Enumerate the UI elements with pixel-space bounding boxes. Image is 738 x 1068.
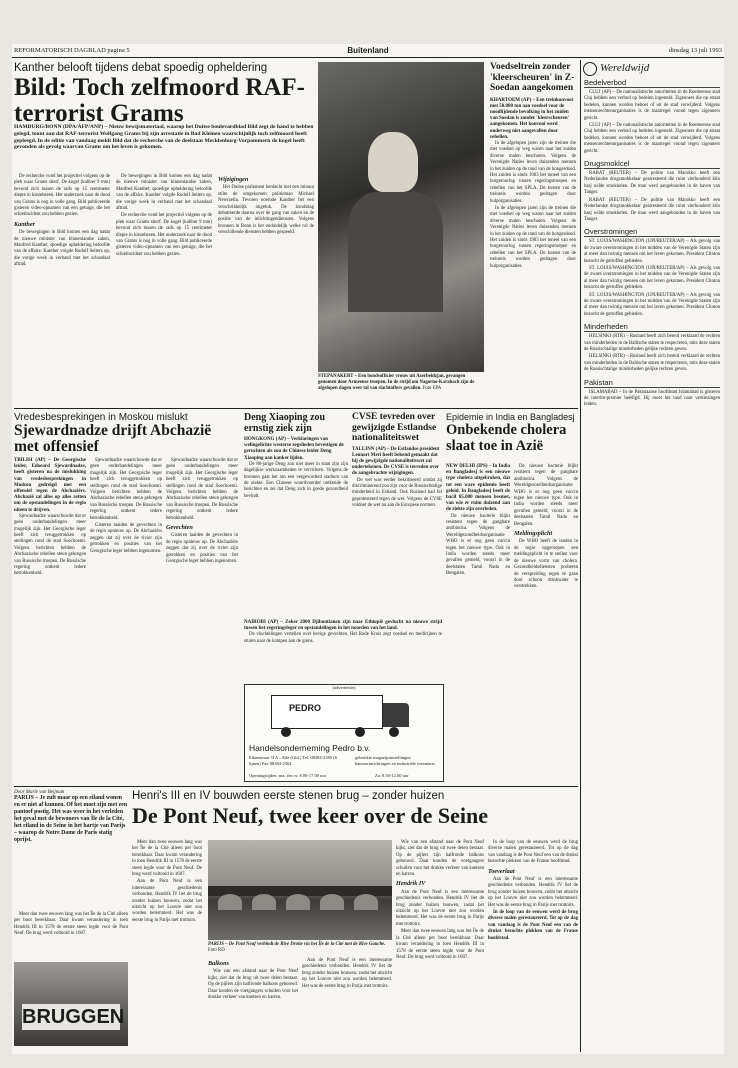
article-column [396, 840, 484, 1050]
header-left: REFORMATORISCH DAGBLAD pagina 5 [14, 47, 130, 54]
paragraph: CLUJ (AP) – De nationalistische autoriteiten in de Roemeense stad Cluj hebben een verbod op bedelen ingesteld. Zigeuners die op straat bedelen, kunnen worden beboet of uit de stad verwijderd. Volgens mensenrechtenorganisaties is de maatregel vooral tegen zigeuners gericht. [584, 123, 720, 154]
lead: HONGKONG (AP) – Verklaringen van welingelichte westerse zegslieden bevestigen de geruchten als zou de Chinese leider Deng Xiaoping aan kanker lijden. [244, 437, 344, 461]
headline: De Pont Neuf, twee keer over de Seine [132, 803, 488, 828]
column-title: Wereldwijd [600, 62, 650, 74]
ad-hours-saturday: Za. 8.30-12.00 uur [375, 773, 409, 778]
kicker: Vredesbesprekingen in Moskou mislukt [14, 412, 188, 423]
rule [14, 786, 578, 787]
byline: Door Marie van Beijnum [14, 790, 65, 795]
paragraph: Aan de Pont Neuf is een interessante geschiedenis verbonden. Hendrik IV liet de brug zonder huizen bouwen, zodat het uitzicht op het Louvre niet zou worden belemmerd. Het was de eerste brug in Parijs met trottoirs. [488, 877, 578, 908]
article-column [446, 464, 510, 784]
paragraph: ISLAMABAD – In de Pakistaanse hoofdstad Islamabad is gisteren de interim-premier beëdigd. Hij moet het land naar verkiezingen leiden. [584, 389, 720, 408]
kicker: Henri's III en IV bouwden eerste stenen brug – zonder huizen [132, 790, 445, 802]
subhead: Kanther [14, 220, 35, 228]
paragraph: De vluchtelingen vertellen over hevige gevechten. Het Rode Kruis zegt voedsel en medicijnen te sturen naar de kampen aan de grens. [244, 632, 442, 644]
article-column [218, 174, 314, 404]
paragraph: Sjewardnadze waarschuwde dat er geen onderhandelingen meer mogelijk zijn. Het Georgische leger heeft zich teruggetrokken op stellingen rond de stad Soechoemi. Volgens berichten hebben de Abchazische rebellen steun gekregen van Russische troepen. De Russische regering ontkent iedere betrokkenheid. [166, 458, 238, 521]
lead: TBILISI (AP) – De Georgische leider, Edoeard Sjewardnadze, heeft gisteren na de mislukking van vredesbesprekingen in Moskou gedreigd met een offensief tegen de Abchaziërs. Abchazië zal alles op alles zetten om de opstandelingen in de regio uiteen te drijven. [14, 458, 86, 513]
paragraph: De recherche vond het projectiel volgens op de plek waar Grams stierf. De kogel (kaliber 9 mm) bevond zich tussen de rails op 15 centimeter diepte in kiezelsteen. Het onderzoek naar de dood van Grams is nog in volle gang. Bild publiceerde gisteren video-opnamen van een getuige, die het schietincident zou hebben gezien. [14, 174, 110, 218]
paragraph: Sjewardnadze waarschuwde dat er geen onderhandelingen meer mogelijk zijn. Het Georgische leger heeft zich teruggetrokken op stellingen rond de stad Soechoemi. Volgens berichten hebben de Abchazische rebellen steun gekregen van Russische troepen. De Russische regering ontkent iedere betrokkenheid. [90, 458, 162, 521]
article-column [132, 840, 202, 1050]
article-soedan [490, 62, 576, 402]
lead: PARIJS – Je zult maar op een eiland wonen en er niet af kunnen. Of het moet zijn met een pantoef postig. Het was weer in het verleden het geval met de bewoners van Île de la Cité, het eiland in de Seine in het hartje van Parijs – waarop de Notre Dame de Paris statig oprijst. [14, 795, 128, 843]
subhead: Wijzigingen [218, 176, 249, 183]
paragraph: Wie van een afstand naar de Pont Neuf kijkt, ziet dat de brug uit twee delen bestaat. Op de pijlers zijn halfronde balkons gebouwd. Daar konden de voetgangers schuilen voor het drukke verkeer van koetsen en karren. [208, 969, 298, 1001]
advertisement [244, 684, 444, 782]
article-column [488, 840, 578, 1050]
headline: CVSE tevreden over gewijzigde Estlandse nationaliteitswet [352, 412, 437, 443]
subhead: Balkons [208, 960, 229, 967]
lead: KHARTOEM (AP) – Een treinkonvooi met 50.000 ton aan voedsel voor de noodlijdende bevolking in het zuiden van Soedan is zonder 'kleerscheuren' aangekomen. Het konvooi werd onderweg niet aangevallen door rebellen. [490, 97, 573, 140]
article-pont-neuf-head [132, 790, 578, 838]
paragraph: ST. LOUIS/WASHINGTON (UPI/REUTER/AP) – Als gevolg van de zware overstromingen in het midden van de Verenigde Staten zijn al meer dan twintig mensen om het leven gekomen. President Clinton bezocht de getroffen gebieden. [584, 265, 720, 291]
paragraph: Meer dan twee eeuwen lang was het Île de la Cité alleen per boot bereikbaar. Daar kwam verandering in toen Hendrik III in 1578 de eerste steen legde voor de Pont Neuf. De brug werd voltooid in 1607. [14, 912, 128, 937]
subhead: Toeverlaat [488, 867, 515, 875]
section-heading: Pakistan [584, 378, 720, 388]
rule [14, 408, 578, 409]
paragraph: De bewegingen in Bild komen een dag nadat de nieuwe minister van binnenlandse zaken, Manfred Kanther, spoedige opheldering beloofde van de affaire. Kanther volgde Rudolf Seiters op, die vorige week in verband met het schandaal aftrad. [116, 174, 212, 212]
article-column [208, 958, 298, 1050]
paragraph: De wet was eerder bekritiseerd omdat zij discriminerend zou zijn voor de Russischtalige minderheid in Estland. Ook Rusland had fel geprotesteerd tegen de wet. Volgens de CVSE voldoet de wet nu aan de Europese normen. [352, 477, 442, 509]
truck-illustration [271, 695, 411, 739]
caption-text: STEPANAKERT – Een bondsofficier vrouw uit Azerbeidzjan, gevangen genomen door Armeense troepen. In de strijd om Nagorno-Karabach zijn de afgelopen dagen weer tal van slachtoffers gevallen. [318, 374, 475, 391]
lead: NAIROBI (AP) – Zeker 2000 Djiboutianen zijn naar Ethiopië gevlucht na nieuwe strijd tussen het regeringsleger en opstandelingen in het noorden van het land. [244, 620, 442, 632]
paragraph: De nieuwe bacterie blijkt resistent tegen de gangbare antibiotica. Volgens de Wereldgezondheidsorganisatie WHO is er nog geen vaccin tegen het nieuwe type. Ook in India worden steeds meer gevallen gemeld, vooral in de deelstaten Tamil Nadu en Bengalen. [514, 464, 578, 527]
article-column [14, 912, 128, 960]
ad-address: Eikenstraat 31A – Ede (Gld.) Tel. 08384-2585 (6 lijnen) Fax 08384-2564 [249, 755, 337, 766]
article-cvse [352, 412, 442, 612]
globe-icon [583, 62, 597, 76]
article-column [14, 174, 110, 404]
kicker: Kanther belooft tijdens debat spoedig opheldering [14, 62, 268, 74]
paragraph: CLUJ (AP) – De nationalistische autoriteiten in de Roemeense stad Cluj hebben een verbod op bedelen ingesteld. Zigeuners die op straat bedelen, kunnen worden beboet of uit de stad verwijderd. Volgens mensenrechtenorganisaties is de maatregel vooral tegen zigeuners gericht. [584, 90, 720, 121]
lead: HAMBURG/BONN (DPA/AFP/ANP) – Nieuw bewijsmateriaal, waarop het Duitse boulevardblad Bild zegt de hand te hebben gelegd, toont aan dat RAF-terrorist Wolfgang Grams bij zijn arrestatie in Bad Kleinen waarschijnlijk toch zelfmoord heeft gepleegd. In de editie van vandaag meldt Bild dat de recherche van de deelstaat Mecklenburg-Vorpommern de kogel heeft gevonden als gevolg waarvan Grams om het leven is gekomen. [14, 124, 314, 151]
section-heading: Minderheden [584, 322, 720, 332]
subhead: Meldingsplicht [514, 530, 553, 538]
article-column [166, 458, 238, 758]
section-title: Buitenland [347, 46, 389, 55]
subhead: Gevechten [166, 524, 193, 532]
photo-credit: Foto RD [208, 948, 225, 953]
headline: Deng Xiaoping zou ernstig ziek zijn [244, 412, 326, 434]
caption-text: PARIJS – De Pont Neuf verbindt de Rive Droite via het Île de la Cité met de Rive Gauche. [208, 942, 386, 947]
article-column [116, 174, 212, 404]
paragraph: Wie van een afstand naar de Pont Neuf kijkt, ziet dat de brug uit twee delen bestaat. Op de pijlers zijn halfronde balkons gebouwd. Daar konden de voetgangers schuilen voor het drukke verkeer van koetsen en karren. [396, 840, 484, 878]
paragraph: Meer dan twee eeuwen lang was het Île de la Cité alleen per boot bereikbaar. Daar kwam verandering in toen Hendrik III in 1578 de eerste steen legde voor de Pont Neuf. De brug werd voltooid in 1607. [132, 840, 202, 878]
article-nairobi [244, 620, 442, 680]
paragraph: De WHO heeft de landen in de regio opgeroepen een meldingsplicht in te stellen voor de nieuwe vorm van cholera. Gezondheidsdiensten proberen de verspreiding tegen te gaan door schoon drinkwater te verstrekken. [514, 539, 578, 590]
ad-title: Handelsonderneming Pedro b.v. [249, 743, 371, 753]
paragraph: In de afgelopen jaren zijn de treinen die met voedsel op weg waren naar het zuiden diverse malen beschoten. Volgens de Verenigde Naties leven duizenden mensen in het zuiden op de rand van de hongerdood. Het zuiden is sinds 1983 het toneel van een burgeroorlog tussen regeringstroepen en rebellen van het SPLA. De kosten van de treinreis worden gedragen door hulporganisaties. [490, 205, 576, 269]
section-heading: Overstromingen [584, 227, 720, 237]
paragraph: HELSINKI (RTR) – Rusland heeft zich bereid verklaard de rechten van minderheden in de Baltische staten te respecteren, mits deze staten de Russischtalige minderheden gelijke rechten geven. [584, 354, 720, 373]
header-date: dinsdag 13 juli 1993 [668, 47, 722, 54]
paragraph: Meer dan twee eeuwen lang was het Île de la Cité alleen per boot bereikbaar. Daar kwam verandering in toen Hendrik III in 1578 de eerste steen legde voor de Pont Neuf. De brug werd voltooid in 1607. [396, 929, 484, 960]
photo-credit: Foto EPA [422, 386, 442, 391]
paragraph: ST. LOUIS/WASHINGTON (UPI/REUTER/AP) – Als gevolg van de zware overstromingen in het midden van de Verenigde Staten zijn al meer dan twintig mensen om het leven gekomen. President Clinton bezocht de getroffen gebieden. [584, 239, 720, 264]
paragraph: Sjewardnadze waarschuwde dat er geen onderhandelingen meer mogelijk zijn. Het Georgische leger heeft zich teruggetrokken op stellingen rond de stad Soechoemi. Volgens berichten hebben de Abchazische rebellen steun gekregen van Russische troepen. De Russische regering ontkent iedere betrokkenheid. [14, 513, 86, 577]
paragraph: RABAT (REUTER) – De politie van Marokko heeft een Nederlandse drugsmokkelaar gearresteerd die ruim vierhonderd kilo hasj wilde smokkelen. De man werd aangehouden in de haven van Tanger. [584, 197, 720, 222]
headline: Onbekende cholera slaat toe in Azië [446, 422, 567, 454]
photo-caption [318, 374, 484, 404]
newspaper-page [12, 44, 724, 1054]
paragraph: De recherche vond het projectiel volgens op de plek waar Grams stierf. De kogel (kaliber 9 mm) bevond zich tussen de rails op 15 centimeter diepte in kiezelsteen. Het onderzoek naar de dood van Grams is nog in volle gang. Bild publiceerde gisteren video-opnamen van een getuige, die het schietincident zou hebben gezien. [116, 213, 212, 257]
paragraph: Gisteren laaiden de gevechten in de regio opnieuw op. De Abchaziërs zeggen dat zij over de rivier zijn getrokken en posities van het Georgische leger hebben ingenomen. [166, 533, 238, 565]
ad-hours: Openingstijden: ma. t/m vr. 8.00-17.00 uur [249, 773, 327, 778]
section-heading: Bedelverbod [584, 78, 720, 88]
headline: Bild: Toch zelfmoord RAF-terrorist Grams [14, 74, 305, 127]
paragraph: In de loop van de eeuwen werd de brug diverse malen gerestaureerd. Tot op de dag van vandaag is de Pont Neuf een van de drukst bezochte plekken van de Franse hoofdstad. [488, 840, 578, 865]
headline: Voedseltrein zonder 'kleerscheuren' in Z-Soedan aangekomen [490, 62, 575, 93]
article-grams-head [14, 62, 314, 127]
headline: Sjewardnadze drijft Abchazië met offensief [14, 422, 212, 455]
paragraph: Aan de Pont Neuf is een interessante geschiedenis verbonden. Hendrik IV liet de brug zonder huizen bouwen, zodat het uitzicht op het Louvre niet zou worden belemmerd. Het was de eerste brug in Parijs met trottoirs. [132, 879, 202, 923]
paragraph: Het Duitse parlement herdacht met een minuut stilte de omgekomen politieman Michael Newrzella. Tevoren noemde Kanther het een verschrikkelijk ongeluk. De bondsdag debatteerde daarna over de gang van zaken en de positie van de inlichtingendiensten. Volgens bronnen in Bonn is het onduidelijk welke rol de verschillende diensten hebben gespeeld. [218, 185, 314, 236]
paragraph: In de loop van de eeuwen werd de brug diverse malen gerestaureerd. Tot op de dag van vandaag is de Pont Neuf een van de drukst bezochte plekken van de Franse hoofdstad. [488, 910, 578, 941]
wereldwijd-column [580, 60, 723, 1052]
article-column [14, 458, 86, 758]
paragraph: RABAT (REUTER) – De politie van Marokko heeft een Nederlandse drugsmokkelaar gearresteerd die ruim vierhonderd kilo hasj wilde smokkelen. De man werd aangehouden in de haven van Tanger. [584, 171, 720, 196]
photo-sign: BRUGGEN [22, 1006, 125, 1028]
paragraph: Gisteren laaiden de gevechten in de regio opnieuw op. De Abchaziërs zeggen dat zij over de rivier zijn getrokken en posities van het Georgische leger hebben ingenomen. [90, 523, 162, 554]
article-column [514, 464, 578, 784]
paragraph: Aan de Pont Neuf is een interessante geschiedenis verbonden. Hendrik IV liet de brug zonder huizen bouwen, zodat het uitzicht op het Louvre niet zou worden belemmerd. Het was de eerste brug in Parijs met trottoirs. [302, 958, 392, 989]
lead: NEW DELHI (IPS) – In India en Bangladesj is een nieuwe type cholera uitgebroken, dat tot een ware epidemie heeft geleid. In Bangladesj heeft de bacil 85.000 mensen besmet, van wie er ruim duizend aan de ziekte zijn overleden. [446, 464, 510, 513]
paragraph: ST. LOUIS/WASHINGTON (UPI/REUTER/AP) – Als gevolg van de zware overstromingen in het midden van de Verenigde Staten zijn al meer dan twintig mensen om het leven gekomen. President Clinton bezocht de getroffen gebieden. [584, 292, 720, 317]
article-cholera-head [446, 412, 578, 462]
article-column [90, 458, 162, 758]
paragraph: De bewegingen in Bild komen een dag nadat de nieuwe minister van binnenlandse zaken, Manfred Kanther, spoedige opheldering beloofde van de affaire. Kanther volgde Rudolf Seiters op, die vorige week in verband met het schandaal aftrad. [14, 230, 110, 268]
photo-soldier [318, 62, 484, 372]
photo-caption [208, 942, 392, 956]
article-deng [244, 412, 348, 612]
ad-label: (advertentie) [332, 685, 356, 690]
truck-logo: PEDRO [289, 703, 322, 713]
kicker: Epidemie in India en Bangladesj [446, 412, 575, 422]
paragraph: De nieuwe bacterie blijkt resistent tegen de gangbare antibiotica. Volgens de Wereldgezondheidsorganisatie WHO is er nog geen vaccin tegen het nieuwe type. Ook in India worden steeds meer gevallen gemeld, vooral in de deelstaten Tamil Nadu en Bengalen. [446, 513, 510, 577]
subhead: Hendrik IV [396, 880, 426, 888]
section-heading: Drugsmoklcel [584, 159, 720, 169]
paragraph: De 88-jarige Deng zou niet meer in staat zijn zijn dagelijkse werkzaamheden te verrichten. Volgens de bronnen gaat het om een vergevorderd stadium van de ziekte. Een Chinese woordvoerder ontkende de berichten en zei dat Deng zich in goede gezondheid bevindt. [244, 461, 348, 499]
paragraph: In de afgelopen jaren zijn de treinen die met voedsel op weg waren naar het zuiden diverse malen beschoten. Volgens de Verenigde Naties leven duizenden mensen in het zuiden op de rand van de hongerdood. Het zuiden is sinds 1983 het toneel van een burgeroorlog tussen regeringstroepen en rebellen van het SPLA. De kosten van de treinreis worden gedragen door hulporganisaties. [490, 140, 576, 204]
paragraph: Aan de Pont Neuf is een interessante geschiedenis verbonden. Hendrik IV liet de brug zonder huizen bouwen, zodat het uitzicht op het Louvre niet zou worden belemmerd. Het was de eerste brug in Parijs met trottoirs. [396, 889, 484, 927]
article-pont-neuf-intro [14, 790, 128, 910]
photo-bridges [14, 962, 128, 1046]
photo-pont-neuf [208, 840, 392, 940]
page-header [12, 44, 724, 58]
lead: TALLINN (AP) – De Estlandse president Lennart Meri heeft bekend gemaakt dat hij de gewijzigde nationaliteitswet zal ondertekenen. De CVSE is tevreden over de aangebrachte wijzigingen. [352, 446, 440, 477]
ad-description: gebruikte magazijninstellingen kantoorinrichtingen en industriële inventaris [355, 755, 435, 766]
paragraph: HELSINKI (RTR) – Rusland heeft zich bereid verklaard de rechten van minderheden in de Baltische staten te respecteren, mits deze staten de Russischtalige minderheden gelijke rechten geven. [584, 334, 720, 352]
article-column [302, 958, 392, 1050]
